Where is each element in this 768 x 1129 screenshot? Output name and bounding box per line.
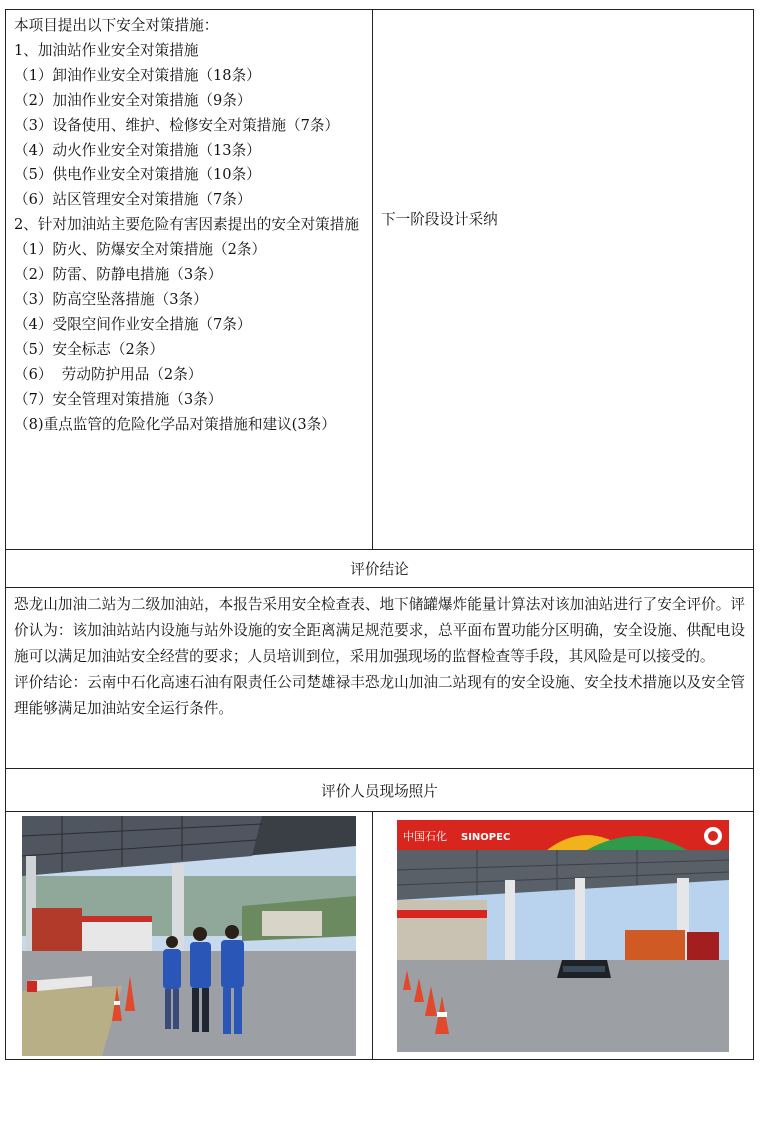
- measure-line: （6）站区管理安全对策措施（7条）: [14, 191, 252, 209]
- measure-line: （5）安全标志（2条）: [14, 340, 164, 358]
- photo-cell-right: [373, 812, 754, 1060]
- measure-line: （4）动火作业安全对策措施（13条）: [14, 141, 261, 159]
- adoption-cell: [373, 10, 754, 550]
- sign-en: SINOPEC: [461, 831, 511, 843]
- staff-onsite-photo: [22, 816, 356, 1056]
- station-forecourt-photo: [397, 820, 729, 1052]
- photos-heading: 评价人员现场照片: [6, 769, 754, 812]
- evaluation-table: [5, 9, 754, 1060]
- measure-line: （3）设备使用、维护、检修安全对策措施（7条）: [14, 116, 340, 134]
- measure-line: （1）防火、防爆安全对策措施（2条）: [14, 241, 267, 259]
- measure-line: （3）防高空坠落措施（3条）: [14, 290, 208, 308]
- measure-line: 2、针对加油站主要危险有害因素提出的安全对策措施: [14, 216, 359, 234]
- photos-row: [6, 812, 754, 1060]
- sign-cn: 中国石化: [403, 829, 447, 843]
- document-page: [5, 9, 754, 1060]
- conclusion-cell: [6, 588, 754, 769]
- measure-line: 本项目提出以下安全对策措施：: [14, 17, 219, 34]
- measure-line: （7）安全管理对策措施（3条）: [14, 390, 223, 408]
- photo-cell-left: [6, 812, 373, 1060]
- conclusion-heading-row: [6, 550, 754, 588]
- measure-line: （4）受限空间作业安全措施（7条）: [14, 315, 252, 333]
- measure-line: （2）防雷、防静电措施（3条）: [14, 266, 223, 284]
- conclusion-paragraph: 恐龙山加油二站为二级加油站，本报告采用安全检查表、地下储罐爆炸能量计算法对该加油站进行了安全评价。评价认为：该加油站站内设施与站外设施的安全距离满足规范要求，总平面布置功能分区明确，安全设施、供配电设施可以满足加油站安全经营的要求；人员培训到位，采用加强现场的监督检查等手段，其风险是可以接受的。: [14, 596, 745, 665]
- measure-line: （8)重点监管的危险化学品对策措施和建议(3条）: [14, 415, 336, 433]
- photos-heading-row: [6, 769, 754, 812]
- measure-line: （5）供电作业安全对策措施（10条）: [14, 166, 261, 184]
- conclusion-verdict: 评价结论：云南中石化高速石油有限责任公司楚雄禄丰恐龙山加油二站现有的安全设施、安全技术措施以及安全管理能够满足加油站安全运行条件。: [14, 674, 745, 717]
- conclusion-heading: 评价结论: [6, 550, 754, 588]
- measure-line: （6） 劳动防护用品（2条）: [14, 365, 203, 383]
- measure-line: （1）卸油作业安全对策措施（18条）: [14, 66, 261, 84]
- measure-line: （2）加油作业安全对策措施（9条）: [14, 91, 252, 109]
- adoption-status: 下一阶段设计采纳: [381, 210, 498, 228]
- measure-line: 1、加油站作业安全对策措施: [14, 41, 199, 59]
- measures-row: [6, 10, 754, 550]
- conclusion-row: [6, 588, 754, 769]
- measures-cell: [6, 10, 373, 550]
